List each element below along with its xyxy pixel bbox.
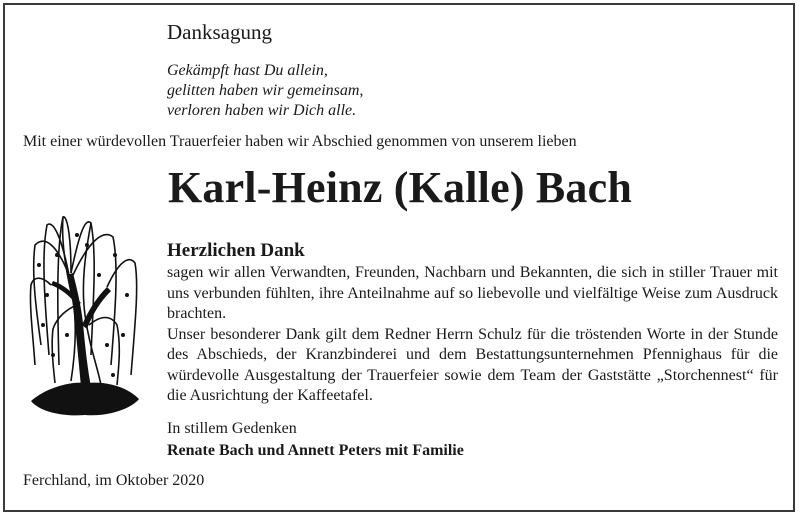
intro-text: Mit einer würdevollen Trauerfeier haben wir Abschied genommen von unserem lieben — [23, 133, 577, 150]
poem-line-3: verloren haben wir Dich alle. — [167, 102, 357, 119]
closing-line: In stillem Gedenken — [167, 420, 297, 437]
thanks-title: Herzlichen Dank — [167, 240, 305, 261]
poem-line-1: Gekämpft hast Du allein, — [167, 62, 328, 79]
poem — [167, 61, 363, 121]
deceased-name: Karl-Heinz (Kalle) Bach — [167, 163, 633, 212]
notice-heading: Danksagung — [167, 20, 272, 44]
poem-line-2: gelitten haben wir gemeinsam, — [167, 82, 364, 99]
mourner-names: Renate Bach und Annett Peters mit Familie — [167, 442, 464, 459]
place-date: Ferchland, im Oktober 2020 — [23, 472, 205, 489]
closing — [167, 418, 464, 462]
weeping-willow-icon — [27, 205, 142, 420]
thanks-body — [167, 263, 778, 407]
thanks-paragraph-1: sagen wir allen Verwandten, Freunden, Nachbarn und Bekannten, die sich in stiller Trauer mit uns verbunden fühlten, ihre Anteilnahme auf so liebevolle und vielfältige Weise zum Ausdruck brachten. — [167, 264, 778, 322]
thanks-paragraph-2: Unser besonderer Dank gilt dem Redner Herrn Schulz für die tröstenden Worte in der Stunde des Abschieds, der Kranzbinderei und dem Bestattungsunternehmen Pfennighaus für die würdevolle Ausgestaltung der Trauerfeier sowie dem Team der Gaststätte „Storchennest“ für die Ausrichtung der Kaffeetafel. — [167, 325, 778, 404]
